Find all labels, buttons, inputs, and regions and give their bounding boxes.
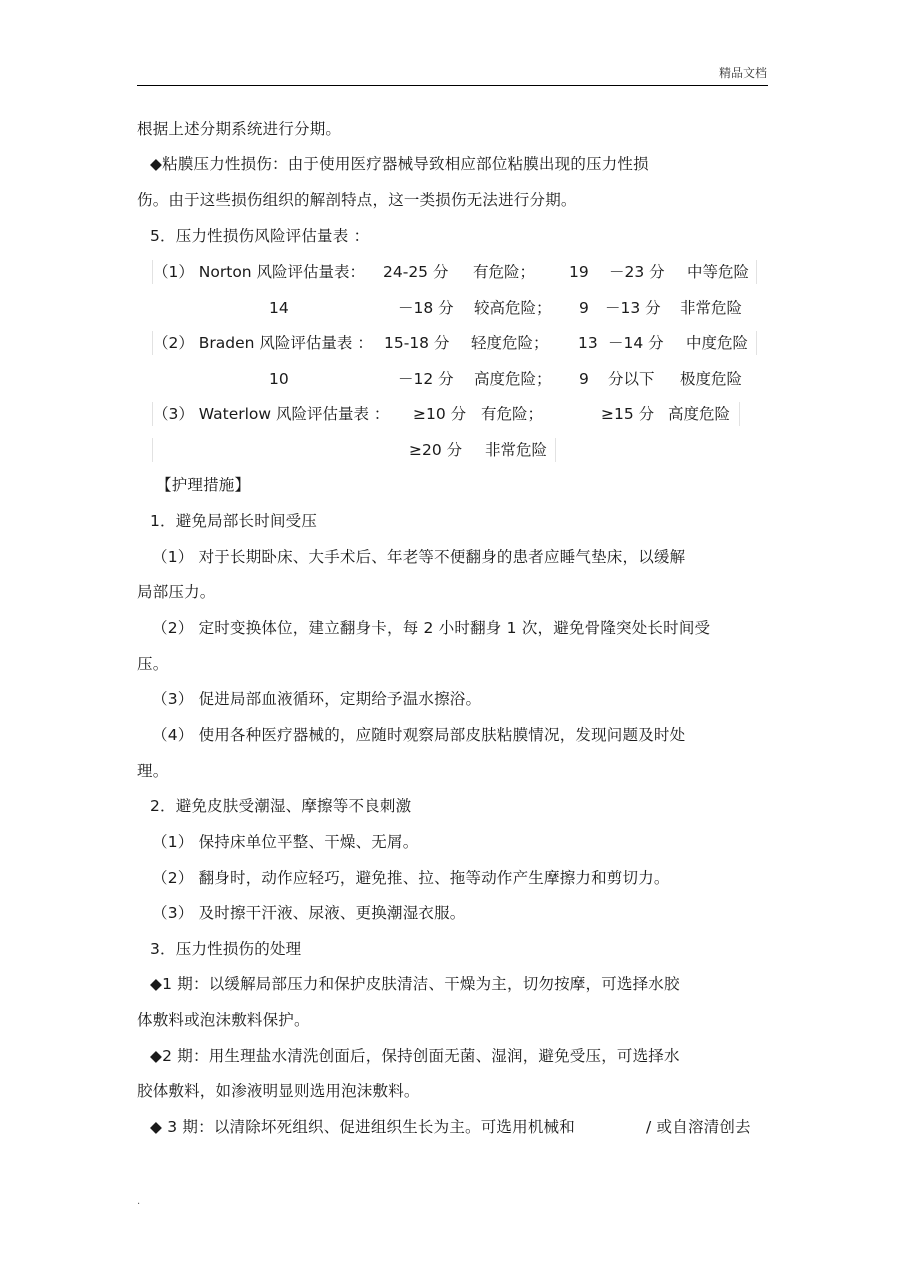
risk-level: 极度危险 xyxy=(680,370,743,388)
header-rule xyxy=(137,85,768,86)
risk-level: 非常危险 xyxy=(680,299,743,317)
risk-level: 有危险； xyxy=(481,405,544,423)
text-line: 体敷料或泡沫敷料保护。 xyxy=(137,1011,310,1029)
score-start: 9 xyxy=(579,370,589,388)
braden-row-1 xyxy=(152,331,757,355)
text-line: （1） 对于长期卧床、大手术后、年老等不便翻身的患者应睡气垫床，以缓解 xyxy=(152,548,686,566)
score-end: －12 分 xyxy=(398,370,454,388)
scale-name: （1） Norton 风险评估量表： xyxy=(153,263,366,281)
score-end: 分以下 xyxy=(608,370,655,388)
text-line: （3） 促进局部血液循环，定期给予温水擦浴。 xyxy=(152,690,482,708)
score-range: 15-18 分 xyxy=(384,334,450,352)
text-line: 压。 xyxy=(137,655,169,673)
score-end: －14 分 xyxy=(608,334,664,352)
score-start: 13 xyxy=(578,334,598,352)
risk-level: 中等危险 xyxy=(687,263,750,281)
scale-name: （2） Braden 风险评估量表 ： xyxy=(153,334,373,352)
braden-row-2 xyxy=(152,367,755,391)
text-line: ◆ 3 期：以清除坏死组织、促进组织生长为主。可选用机械和 xyxy=(150,1118,575,1136)
scale-name: （3） Waterlow 风险评估量表 ： xyxy=(153,405,390,423)
waterlow-row-2 xyxy=(152,438,556,462)
score-range: ≥10 分 xyxy=(413,405,467,423)
text-line: 5．压力性损伤风险评估量表 ： xyxy=(150,227,370,245)
text-line: 局部压力。 xyxy=(137,583,216,601)
risk-level: 高度危险 xyxy=(668,405,731,423)
score-start: 14 xyxy=(269,299,289,317)
text-line: （2） 定时变换体位，建立翻身卡，每 2 小时翻身 1 次，避免骨隆突处长时间受 xyxy=(152,619,711,637)
norton-row-2 xyxy=(152,296,755,320)
risk-level: 中度危险 xyxy=(686,334,749,352)
score-start: 19 xyxy=(569,263,589,281)
score-range: 24-25 分 xyxy=(383,263,449,281)
text-line: 理。 xyxy=(137,762,169,780)
text-line: 根据上述分期系统进行分期。 xyxy=(137,120,342,138)
score-range: ≥15 分 xyxy=(601,405,655,423)
risk-level: 较高危险； xyxy=(474,299,552,317)
header-label: 精品文档 xyxy=(718,66,767,80)
score-range: ≥20 分 xyxy=(409,441,463,459)
score-end: －18 分 xyxy=(398,299,454,317)
subsection-heading: 1．避免局部长时间受压 xyxy=(150,512,318,530)
subsection-heading: 3．压力性损伤的处理 xyxy=(150,940,302,958)
text-line: 胶体敷料，如渗液明显则选用泡沫敷料。 xyxy=(137,1082,420,1100)
section-heading: 【护理措施】 xyxy=(156,476,251,494)
text-line: （4） 使用各种医疗器械的，应随时观察局部皮肤粘膜情况，发现问题及时处 xyxy=(152,726,686,744)
risk-level: 有危险； xyxy=(473,263,536,281)
subsection-heading: 2．避免皮肤受潮湿、摩擦等不良刺激 xyxy=(150,797,412,815)
text-line: ◆2 期：用生理盐水清洗创面后，保持创面无菌、湿润，避免受压，可选择水 xyxy=(150,1047,680,1065)
text-line: （2） 翻身时，动作应轻巧，避免推、拉、拖等动作产生摩擦力和剪切力。 xyxy=(152,869,670,887)
risk-level: 轻度危险； xyxy=(471,334,549,352)
norton-row-1 xyxy=(152,260,757,284)
score-end: －13 分 xyxy=(605,299,661,317)
waterlow-row-1 xyxy=(152,402,740,426)
score-end: －23 分 xyxy=(609,263,665,281)
score-start: 9 xyxy=(579,299,589,317)
risk-level: 非常危险 xyxy=(485,441,548,459)
text-line: （1） 保持床单位平整、干燥、无屑。 xyxy=(152,833,419,851)
text-line: 伤。由于这些损伤组织的解剖特点，这一类损伤无法进行分期。 xyxy=(137,191,577,209)
text-line: （3） 及时擦干汗液、尿液、更换潮湿衣服。 xyxy=(152,904,466,922)
text-line: ◆1 期：以缓解局部压力和保护皮肤清洁、干燥为主，切勿按摩，可选择水胶 xyxy=(150,975,680,993)
text-line: / 或自溶清创去 xyxy=(646,1118,751,1136)
footer-dot: . xyxy=(137,1196,141,1207)
text-line: ◆粘膜压力性损伤：由于使用医疗器械导致相应部位粘膜出现的压力性损 xyxy=(150,155,649,173)
score-start: 10 xyxy=(269,370,289,388)
risk-level: 高度危险； xyxy=(474,370,552,388)
